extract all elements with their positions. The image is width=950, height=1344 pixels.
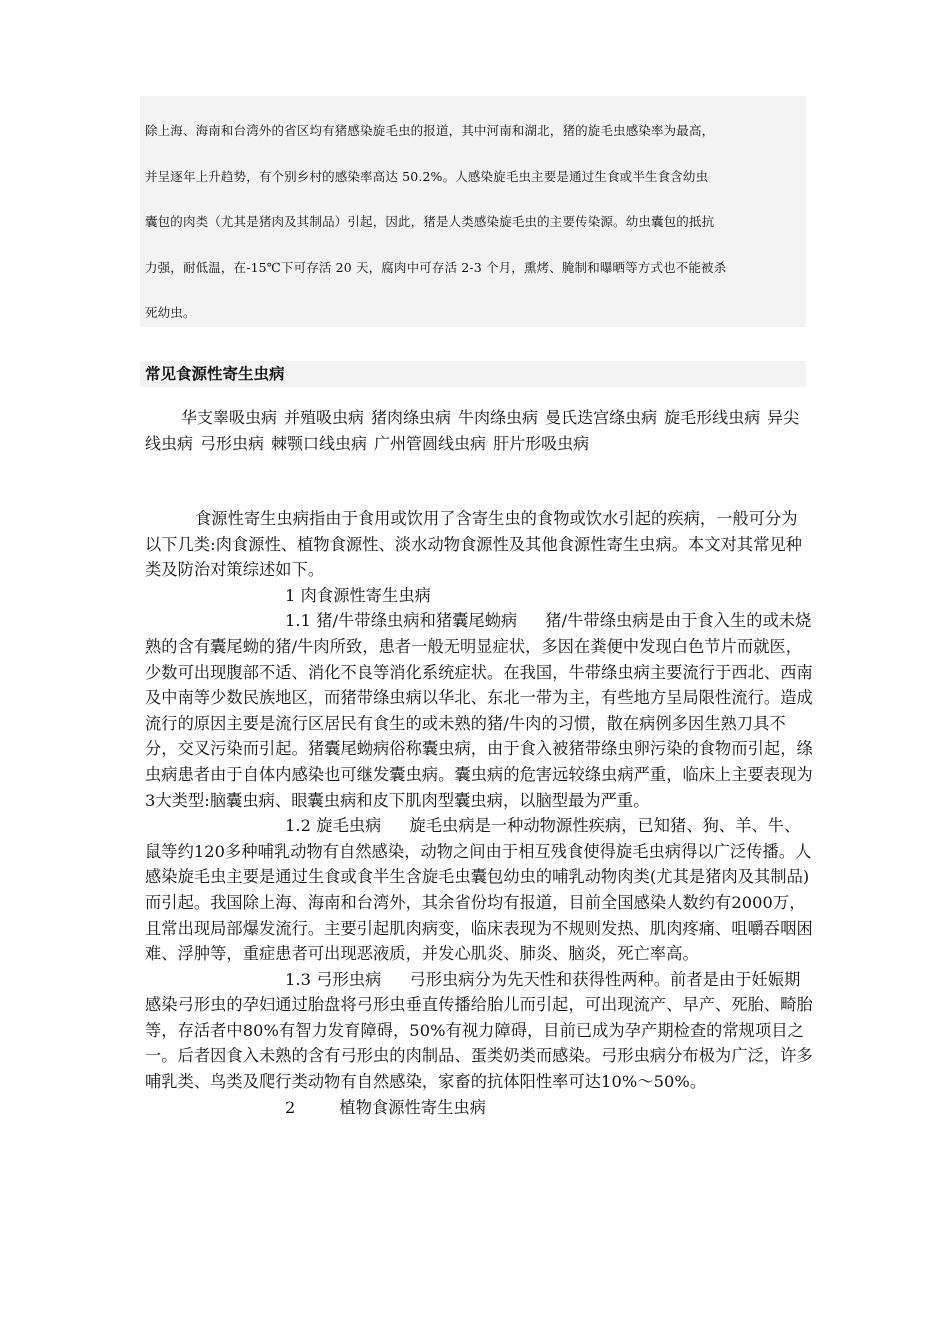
section-1-1-body: 猪/牛带绦虫病是由于食入生的或未烧熟的含有囊尾蚴的猪/牛肉所致，患者一般无明显症状，多因在粪便中发现白色节片而就医，少数可出现腹部不适、消化不良等消化系统症状。在我国，牛带绦虫病主要流行于西北、西南及中南等少数民族地区，而猪带绦虫病以华北、东北一带为主，有些地方呈局限性流行。造成流行的原因主要是流行区居民有食生的或未熟的猪/牛肉的习惯，散在病例多因生熟刀具不分，交叉污染而引起。猪囊尾蚴病俗称囊虫病，由于食入被猪带绦虫卵污染的食物而引起，绦虫病患者由于自体内感染也可继发囊虫病。囊虫病的危害远较绦虫病严重，临床上主要表现为3大类型:脑囊虫病、眼囊虫病和皮下肌肉型囊虫病，以脑型最为严重。	[145, 611, 813, 810]
section-1-2-title: 1.2 旋毛虫病	[285, 816, 382, 836]
intro-line: 囊包的肉类（尤其是猪肉及其制品）引起，因此，猪是人类感染旋毛虫的主要传染源。幼虫囊包的抵抗	[145, 214, 715, 229]
disease-link[interactable]: 华支睾吸虫病	[181, 408, 278, 427]
section-1-3-title: 1.3 弓形虫病	[285, 969, 382, 989]
article-body	[145, 506, 813, 1120]
disease-link[interactable]: 牛肉绦虫病	[458, 408, 539, 427]
disease-link[interactable]: 旋毛形线虫病	[664, 408, 761, 427]
disease-link[interactable]: 曼氏迭宫绦虫病	[545, 408, 658, 427]
section-title: 常见食源性寄生虫病	[140, 361, 806, 387]
article-intro: 食源性寄生虫病指由于食用或饮用了含寄生虫的食物或饮水引起的疾病，一般可分为以下几类:肉食源性、植物食源性、淡水动物食源性及其他食源性寄生虫病。本文对其常见种类及防治对策综述如下。	[145, 509, 803, 580]
heading-2: 2 植物食源性寄生虫病	[285, 1097, 486, 1117]
section-1-1	[145, 608, 813, 813]
intro-line: 除上海、海南和台湾外的省区均有猪感染旋毛虫的报道，其中河南和湖北，猪的旋毛虫感染率为最高，	[145, 123, 715, 138]
disease-list	[145, 405, 805, 457]
disease-link[interactable]: 猪肉绦虫病	[371, 408, 452, 427]
disease-link[interactable]: 并殖吸虫病	[284, 408, 365, 427]
intro-line: 力强，耐低温，在-15℃下可存活 20 天，腐肉中可存活 2-3 个月，熏烤、腌制和曝晒等方式也不能被杀	[145, 259, 727, 275]
section-1-2	[145, 813, 813, 967]
disease-link[interactable]: 肝片形吸虫病	[493, 434, 590, 453]
intro-line: 并呈逐年上升趋势，有个别乡村的感染率高达 50.2%。人感染旋毛虫主要是通过生食或半生食含幼虫	[145, 168, 709, 184]
section-1-3-body: 弓形虫病分为先天性和获得性两种。前者是由于妊娠期感染弓形虫的孕妇通过胎盘将弓形虫垂直传播给胎儿而引起，可出现流产、早产、死胎、畸胎等，存活者中80%有智力发育障碍，50%有视力障碍，目前已成为孕产期检查的常规项目之一。后者因食入未熟的含有弓形虫的肉制品、蛋类奶类而感染。弓形虫病分布极为广泛，许多哺乳类、鸟类及爬行类动物有自然感染，家畜的抗体阳性率可达10%～50%。	[145, 969, 813, 1092]
section-1-1-title: 1.1 猪/牛带绦虫病和猪囊尾蚴病	[285, 611, 518, 631]
section-1-3	[145, 967, 813, 1095]
intro-shaded-box	[140, 96, 806, 327]
disease-link[interactable]: 弓形虫病	[200, 434, 265, 453]
intro-line: 死幼虫。	[145, 305, 196, 320]
disease-link[interactable]: 广州管圆线虫病	[374, 434, 487, 453]
disease-link[interactable]: 异尖线虫病	[145, 408, 800, 453]
heading-1: 1 肉食源性寄生虫病	[285, 585, 431, 605]
section-1-2-body: 旋毛虫病是一种动物源性疾病，已知猪、狗、羊、牛、鼠等约120多种哺乳动物有自然感染，动物之间由于相互残食使得旋毛虫病得以广泛传播。人感染旋毛虫主要是通过生食或食半生含旋毛虫囊包幼虫的哺乳动物肉类(尤其是猪肉及其制品)而引起。我国除上海、海南和台湾外，其余省份均有报道，目前全国感染人数约有2000万，且常出现局部爆发流行。主要引起肌肉病变，临床表现为不规则发热、肌肉疼痛、咀嚼吞咽困难、浮肿等，重症患者可出现恶液质，并发心肌炎、肺炎、脑炎，死亡率高。	[145, 816, 813, 964]
disease-link[interactable]: 棘颚口线虫病	[271, 434, 368, 453]
